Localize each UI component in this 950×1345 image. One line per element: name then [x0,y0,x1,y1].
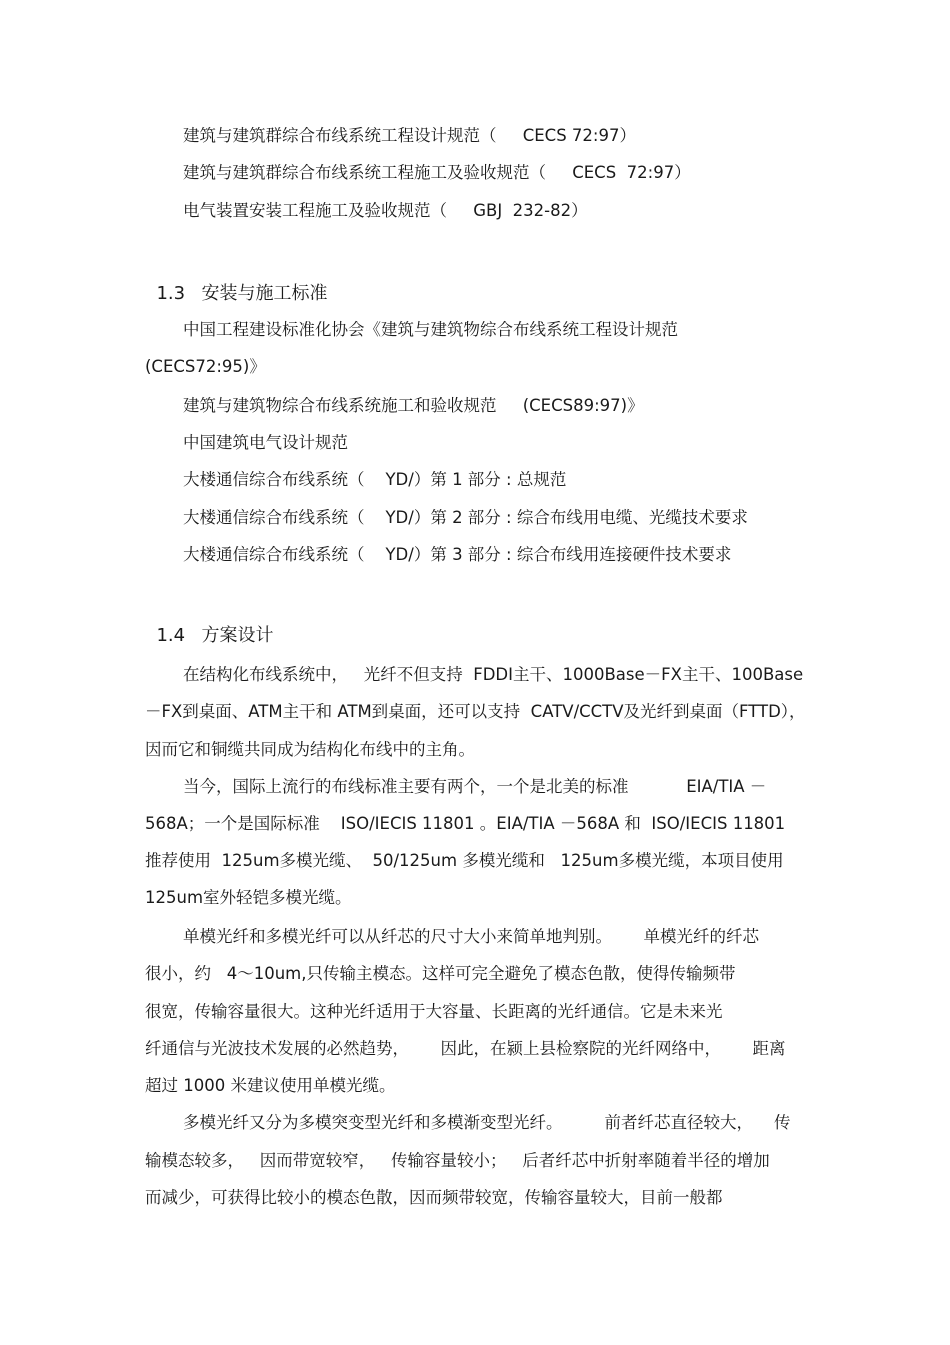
section-title: 方案设计 [201,625,274,646]
standard-item: 电气装置安装工程施工及验收规范（ GBJ 232-82） [183,201,588,220]
section-title: 安装与施工标准 [201,283,328,304]
paragraph-line: 中国建筑电气设计规范 [183,433,348,452]
paragraph-line: 大楼通信综合布线系统（ YD/）第 1 部分 : 总规范 [183,470,567,489]
section-heading [145,261,327,305]
section-number: 1.4 [156,625,186,646]
paragraph-line: －FX到桌面、ATM主干和 ATM到桌面，还可以支持 CATV/CCTV及光纤到桌面（FTTD）， [145,702,806,721]
paragraph-line: 而减少，可获得比较小的模态色散，因而频带较宽，传输容量较大，目前一般都 [145,1188,723,1207]
paragraph-line: 因而它和铜缆共同成为结构化布线中的主角。 [145,740,475,759]
paragraph-line: 中国工程建设标准化协会《建筑与建筑物综合布线系统工程设计规范 [183,320,678,339]
section-number: 1.3 [156,283,186,304]
standard-item: 建筑与建筑群综合布线系统工程设计规范（ CECS 72:97） [183,126,636,145]
paragraph-line: 单模光纤和多模光纤可以从纤芯的尺寸大小来简单地判别。 单模光纤的纤芯 [183,927,759,946]
section-heading [145,603,273,647]
standard-item: 建筑与建筑群综合布线系统工程施工及验收规范（ CECS 72:97） [183,163,691,182]
paragraph-line: 多模光纤又分为多模突变型光纤和多模渐变型光纤。 前者纤芯直径较大， 传 [183,1113,791,1132]
paragraph-line: 输模态较多， 因而带宽较窄， 传输容量较小； 后者纤芯中折射率随着半径的增加 [145,1151,770,1170]
paragraph-line: 建筑与建筑物综合布线系统施工和验收规范 (CECS89:97)》 [183,396,644,415]
paragraph-line: 纤通信与光波技术发展的必然趋势， 因此，在颍上县检察院的光纤网络中， 距离 [145,1039,786,1058]
paragraph-line: 568A；一个是国际标准 ISO/IECIS 11801 。EIA/TIA －568A 和 ISO/IECIS 11801 [145,814,786,833]
paragraph-line: 在结构化布线系统中， 光纤不但支持 FDDI主干、1000Base－FX主干、100Base [183,665,804,684]
paragraph-line: 125um室外轻铠多模光缆。 [145,888,352,907]
paragraph-line: 推荐使用 125um多模光缆、 50/125um 多模光缆和 125um多模光缆，本项目使用 [145,851,784,870]
paragraph-line: 很宽，传输容量很大。这种光纤适用于大容量、长距离的光纤通信。它是未来光 [145,1002,723,1021]
paragraph-line: 大楼通信综合布线系统（ YD/）第 3 部分 : 综合布线用连接硬件技术要求 [183,545,732,564]
paragraph-line: 大楼通信综合布线系统（ YD/）第 2 部分 : 综合布线用电缆、光缆技术要求 [183,508,748,527]
paragraph-line: 很小，约 4～10um,只传输主模态。这样可完全避免了模态色散，使得传输频带 [145,964,736,983]
paragraph-line: (CECS72:95)》 [145,357,266,376]
paragraph-line: 超过 1000 米建议使用单模光缆。 [145,1076,396,1095]
paragraph-line: 当今，国际上流行的布线标准主要有两个，一个是北美的标准 EIA/TIA － [183,777,767,796]
